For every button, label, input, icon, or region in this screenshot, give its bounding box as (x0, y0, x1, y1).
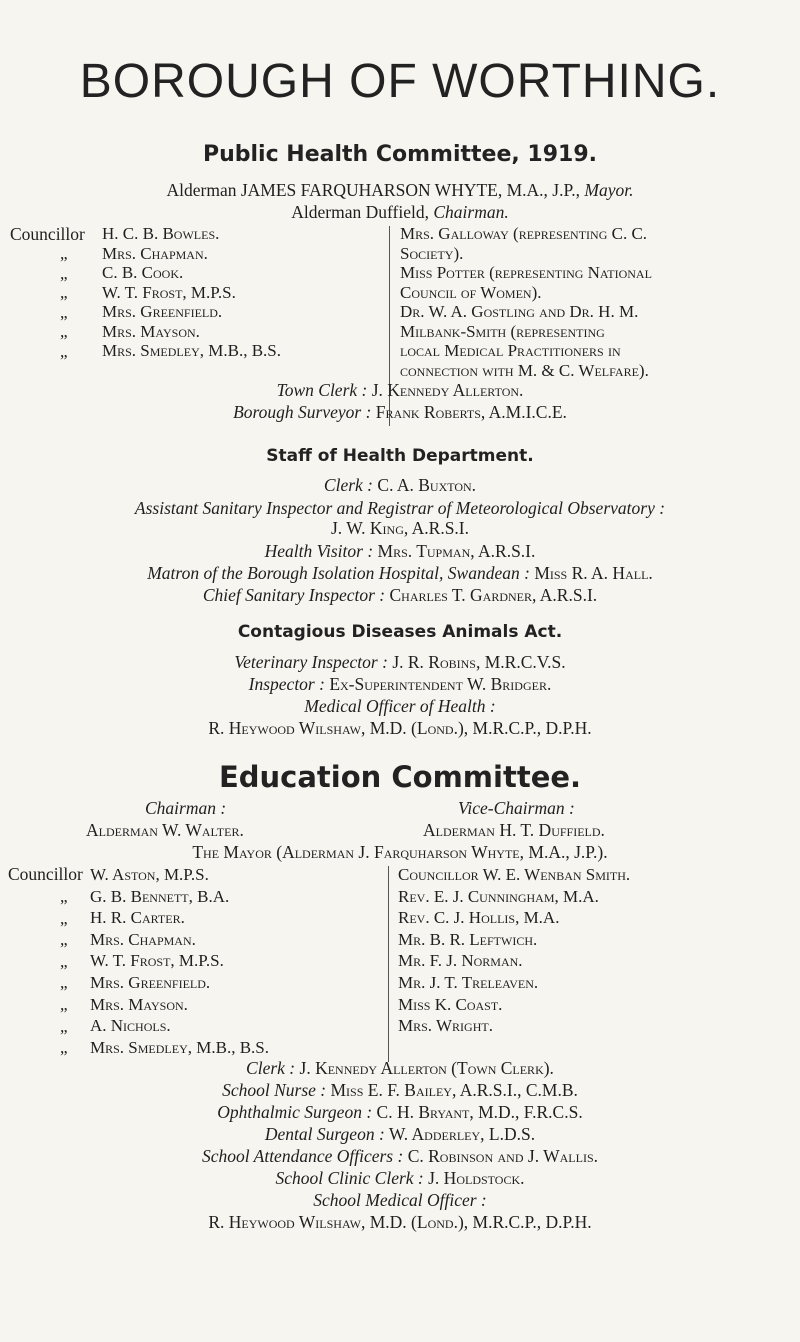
ph-councillor-name: W. T. Frost, M.P.S. (102, 282, 236, 302)
staff-clerk-name: C. A. Buxton. (373, 475, 477, 495)
edu-clerk-role: Clerk : (246, 1058, 296, 1078)
mayor-name: Alderman JAMES FARQUHARSON WHYTE, M.A., J.P., (166, 180, 585, 200)
ditto-mark: „ (60, 1038, 68, 1058)
staff-clerk-line (0, 475, 800, 496)
matron-name: Miss R. A. Hall. (529, 563, 653, 583)
ph-representative-line: Society). (400, 243, 464, 263)
edu-councillor-name: Mrs. Greenfield. (90, 972, 211, 992)
ophthalmic-line (0, 1102, 800, 1123)
mayor-role: Mayor. (584, 180, 634, 200)
ph-councillor-name: Mrs. Mayson. (102, 321, 200, 341)
education-heading: Education Committee. (218, 760, 582, 794)
page-title: BOROUGH OF WORTHING. (79, 55, 721, 108)
edu-councillor-name: W. Aston, M.P.S. (90, 865, 209, 884)
dental-name: W. Adderley, L.D.S. (384, 1124, 536, 1144)
health-visitor-role: Health Visitor : (264, 541, 374, 561)
ditto-mark: „ (60, 973, 68, 993)
edu-clerk-line (0, 1058, 800, 1079)
surveyor-line (0, 402, 800, 423)
edu-ditto-column (60, 886, 68, 1059)
mayor-line (0, 180, 800, 201)
edu-councillor-name: Mrs. Chapman. (90, 929, 196, 949)
smo-name: R. Heywood Wilshaw, M.D. (Lond.), M.R.C.P., D.P.H. (208, 1212, 592, 1232)
clinic-clerk-name: J. Holdstock. (423, 1168, 525, 1188)
dental-role: Dental Surgeon : (264, 1124, 385, 1144)
edu-members-list (398, 864, 630, 1037)
edu-councillor-prefix: Councillor (8, 864, 83, 884)
ditto-mark: „ (60, 283, 68, 302)
ph-representative-line: Dr. W. A. Gostling and Dr. H. M. (400, 302, 639, 321)
school-nurse-line (0, 1080, 800, 1101)
ph-councillor-name: Mrs. Greenfield. (102, 302, 223, 321)
town-clerk-role: Town Clerk : (276, 380, 368, 400)
ph-representative-line: Milbank-Smith (representing (400, 321, 605, 341)
edu-member-line: Rev. C. J. Hollis, M.A. (398, 908, 560, 928)
edu-column-divider (388, 866, 389, 1062)
edu-councillor-name: A. Nichols. (90, 1016, 171, 1036)
ditto-mark: „ (60, 887, 68, 906)
chairman-name: Alderman Duffield, (291, 202, 434, 222)
smo-role: School Medical Officer : (313, 1190, 487, 1210)
ph-representative-line: Council of Women). (400, 282, 542, 302)
assistant-inspector-role: Assistant Sanitary Inspector and Registrar of Meteorological Observatory : (134, 498, 666, 518)
school-nurse-name: Miss E. F. Bailey, A.R.S.I., C.M.B. (326, 1080, 578, 1100)
edu-councillor-name: Mrs. Mayson. (90, 994, 188, 1014)
ditto-mark: „ (60, 930, 68, 950)
ditto-mark: „ (60, 302, 68, 322)
ditto-mark: „ (60, 908, 68, 928)
health-visitor-line (0, 541, 800, 562)
ditto-mark: „ (60, 994, 68, 1014)
edu-vice-role: Vice-Chairman : (458, 798, 575, 818)
ph-councillor-name: H. C. B. Bowles. (102, 224, 220, 243)
ph-councillor-prefix: Councillor (10, 224, 85, 244)
ophthalmic-name: C. H. Bryant, M.D., F.R.C.S. (372, 1102, 583, 1122)
ph-representative-line: local Medical Practitioners in (400, 341, 621, 360)
ophthalmic-role: Ophthalmic Surgeon : (217, 1102, 373, 1122)
chairman-line (0, 202, 800, 223)
assistant-inspector-name: J. W. King, A.R.S.I. (330, 518, 470, 538)
vet-role: Veterinary Inspector : (234, 652, 388, 672)
ph-representative-line: Mrs. Galloway (representing C. C. (400, 224, 648, 243)
inspector-name: Ex-Superintendent W. Bridger. (324, 674, 552, 694)
chief-inspector-name: Charles T. Gardner, A.R.S.I. (385, 585, 598, 605)
chief-inspector-line (0, 585, 800, 606)
ph-councillor-name: Mrs. Smedley, M.B., B.S. (102, 341, 281, 360)
dental-line (0, 1124, 800, 1145)
chairman-role: Chairman. (433, 202, 509, 222)
town-clerk-line (0, 380, 800, 401)
edu-member-line: Councillor W. E. Wenban Smith. (398, 865, 631, 884)
clinic-clerk-role: School Clinic Clerk : (275, 1168, 424, 1188)
health-visitor-name: Mrs. Tupman, A.R.S.I. (373, 541, 536, 561)
assistant-inspector-line (0, 498, 800, 519)
surveyor-role: Borough Surveyor : (233, 402, 372, 422)
ph-ditto-column (60, 244, 68, 361)
ditto-mark: „ (60, 322, 68, 341)
attendance-role: School Attendance Officers : (201, 1146, 404, 1166)
edu-councillors-list (90, 864, 269, 1058)
chief-inspector-role: Chief Sanitary Inspector : (202, 585, 386, 605)
edu-vice-name: Alderman H. T. Duffield. (423, 820, 605, 840)
town-clerk-name: J. Kennedy Allerton. (367, 380, 524, 400)
school-nurse-role: School Nurse : (222, 1080, 327, 1100)
inspector-line (0, 674, 800, 695)
ditto-mark: „ (60, 951, 68, 971)
ditto-mark: „ (60, 263, 68, 283)
matron-line (0, 563, 800, 584)
contagious-heading: Contagious Diseases Animals Act. (237, 622, 563, 642)
edu-member-line: Miss K. Coast. (398, 994, 503, 1014)
surveyor-name: Frank Roberts, A.M.I.C.E. (371, 402, 567, 422)
vet-line (0, 652, 800, 673)
public-health-heading: Public Health Committee, 1919. (202, 142, 597, 167)
vet-name: J. R. Robins, M.R.C.V.S. (387, 652, 566, 672)
matron-role: Matron of the Borough Isolation Hospital, Swandean : (147, 563, 530, 583)
edu-clerk-name: J. Kennedy Allerton (Town Clerk). (295, 1058, 554, 1078)
staff-clerk-role: Clerk : (323, 475, 374, 495)
ph-representative-line: Miss Potter (representing National (400, 263, 652, 282)
edu-member-line: Mr. B. R. Leftwich. (398, 929, 538, 949)
inspector-role: Inspector : (248, 674, 325, 694)
edu-mayor-line: The Mayor (Alderman J. Farquharson Whyte, M.A., J.P.). (192, 842, 608, 862)
edu-member-line: Mrs. Wright. (398, 1016, 493, 1036)
edu-chairman-name: Alderman W. Walter. (86, 820, 244, 840)
attendance-line (0, 1146, 800, 1167)
edu-member-line: Mr. J. T. Treleaven. (398, 972, 539, 992)
staff-heading: Staff of Health Department. (266, 446, 534, 466)
edu-councillor-name: Mrs. Smedley, M.B., B.S. (90, 1037, 269, 1057)
ditto-mark: „ (60, 1016, 68, 1036)
moh-name: R. Heywood Wilshaw, M.D. (Lond.), M.R.C.P., D.P.H. (208, 718, 592, 738)
ph-representative-line: connection with M. & C. Welfare). (400, 360, 649, 380)
edu-councillor-name: W. T. Frost, M.P.S. (90, 951, 224, 971)
attendance-name: C. Robinson and J. Wallis. (403, 1146, 599, 1166)
edu-councillor-name: H. R. Carter. (90, 908, 185, 928)
clinic-clerk-line (0, 1168, 800, 1189)
ph-councillors-list (102, 224, 281, 361)
ph-councillor-name: C. B. Cook. (102, 263, 184, 282)
edu-member-line: Rev. E. J. Cunningham, M.A. (398, 886, 599, 906)
ph-representatives-list (400, 224, 652, 380)
ph-councillor-name: Mrs. Chapman. (102, 243, 208, 263)
ditto-mark: „ (60, 341, 68, 361)
edu-member-line: Mr. F. J. Norman. (398, 951, 523, 971)
moh-role: Medical Officer of Health : (304, 696, 496, 716)
edu-chairman-role: Chairman : (145, 798, 227, 818)
ditto-mark: „ (60, 244, 68, 263)
edu-councillor-name: G. B. Bennett, B.A. (90, 886, 230, 906)
